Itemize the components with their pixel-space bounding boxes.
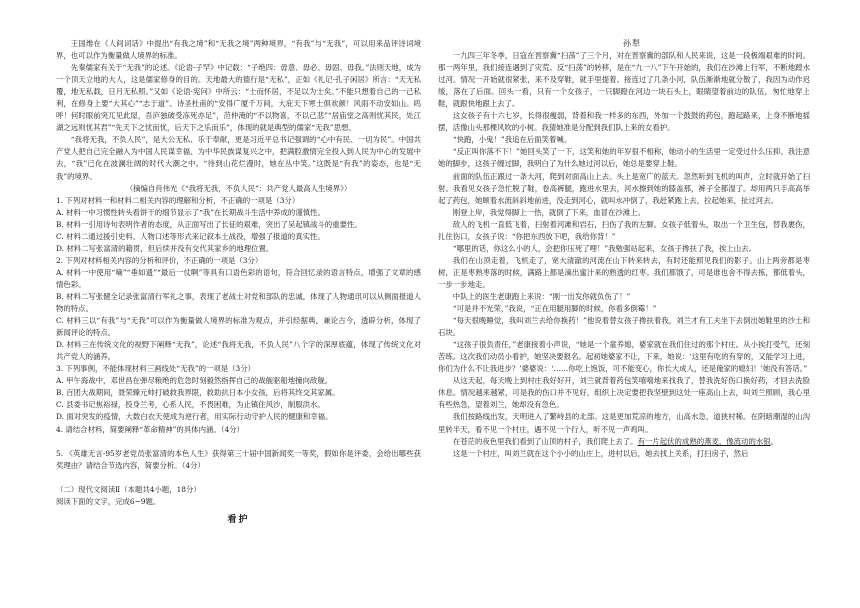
question-line: C. 材料二通过援引史料、人物口述等形式来记叙本土战役，增强了报道的真实性。 xyxy=(56,231,325,241)
paragraph: 刚登上岸，我觉得脚上一热，就倒了下来，血冒在沙滩上。 xyxy=(452,207,645,217)
question-line: B. 材料二写张健全记录张富清行军礼之事，表现了老战士对党和部队的忠诚，体现了人物通讯可以从侧面报道人物的特点。 xyxy=(56,291,421,314)
question-line: 3. 下列事例，不能体现材料三画线处“无我”的一项是（3分） xyxy=(56,364,256,374)
underlined-sentence: 有一片起伏的成熟的燕麦，像流动的水银 xyxy=(637,436,771,446)
answer-space xyxy=(56,436,421,448)
right-column xyxy=(438,38,810,460)
story-title: 看护 xyxy=(227,514,250,525)
question-line: D. 面对突发的疫情，大数白衣天使成为逆行者，用实际行动守护人民的健康和幸福。 xyxy=(56,412,333,422)
section-heading: （二）现代文阅读Ⅱ（本题共4小题，18分） xyxy=(56,484,201,494)
question-line: A. 甲午海战中，邓世昌在弹尽粮绝的危急时刻毅然指挥自己的战舰驱船地撞向敌舰。 xyxy=(56,376,333,386)
paragraph: “反正叫你落不下！”她回头笑了一下，这笑和她的年岁很不相称，她动小的生活里一定受过什么压抑。我注意她的脚步，这孩子缠过脚，我明白了为什么她过河以后，她总是要穿上鞋。 xyxy=(438,147,810,169)
left-column xyxy=(56,38,421,526)
paragraph: 这是一个村庄，叫刘兰就在这个小小的山庄上，进村以后，她去找上关系，打扫房子，然后 xyxy=(452,448,749,458)
paragraph: “可是并不光荣，”我说，“正在用腿用脚的时候，你看多倒霉！” xyxy=(452,304,657,314)
paragraph: “每天很晚睡觉，我叫刘兰去给你换药！”他说着替女孩子搀扶着我，刘兰才有工夫坐下去倒出她鞋里的沙土和石块。 xyxy=(438,316,810,338)
answer-space xyxy=(56,472,421,484)
paragraph: 中队上的医生老康跑上来说：“刚一出发你就负伤了！” xyxy=(452,291,631,301)
question-line: 1. 下列对材料一和材料二相关内容的理解和分析，不正确的一项是（3分） xyxy=(56,195,300,205)
question-line: B. 材料一引用诗句表明作者的态度，从正面写出了长征的艰难，突出了吴起镇战斗的重要性。 xyxy=(56,219,362,229)
paragraph: “我将无我，不负人民”，是大公无私、乐于奉献，更是习近平总书记强调的“心中有民、一切为民”。中国共产党人把自己完全融入为中国人民谋幸福、为中华民族谋复兴之中，把满腔激情完全投入到人民为中心的发展中去，“我”已化在波澜壮阔的时代大潮之中。“待到山花烂漫时，她在丛中笑。”这既是“有我”的姿态，也是“无我”的境界。 xyxy=(56,135,421,181)
question-line: C. 县委书记焦裕禄，投身兰考，心系人民，不畏困难，为止镇住风沙，制服洪水。 xyxy=(56,400,325,410)
paragraph: 我们在山顶走着，飞机走了，宽大清澈的河流在山下转来转去，有时还能照见我们的影子。山上两旁都是枣树，正是枣熟枣落的时候，满路上都是滴出蜜汁来的熟透的红枣。我们都饿了，可是谁也舍不得去拣，都低着头，一步一步地走。 xyxy=(438,255,810,289)
question-line: 4. 请结合材料，简要阐释“革命精神”的具体内涵。（4分） xyxy=(56,424,244,434)
paragraph-with-underline: 在苍茫的夜色里我们看到了山顶的村子，我们爬上去了。有一片起伏的成熟的燕麦，像流动的水银。 xyxy=(452,436,779,446)
question-line: 2. 下列对材料相关内容的分析和评价，不正确的一项是（3分） xyxy=(56,255,263,265)
paragraph: “这孩子很负责任，”老康接着小声说，“她是一个童养媳，婆家就在我们住过的那个村庄。从小挨打受气，还刻苦练。这次我们动员小看护，她坚决要报名。起初她婆家不让，下来，她说：‘这里有吃的有穿的，又能学习上进，你们为什么不让我进步？’婆婆说：‘……你吃上饱饭，可不能变心，你长大成人，还是俺家的媳妇！’她没有答话。” xyxy=(438,340,810,374)
question-line: D. 材料三在传统文化的视野下阐释“无我”，论述“我将无我，不负人民”八个字的深厚底蕴，体现了传统文化对共产党人的涵养。 xyxy=(56,340,421,362)
paragraph: 王国维在《人间词话》中提出“有我之境”和“无我之境”两种境界，“有我”与“无我”，可以用来品评诗词境界，也可以作为衡量做人境界的标准。 xyxy=(56,39,421,61)
paragraph: 敌人的飞机一直低飞着，扫射着河滩和岩石，扫伤了我的左脚。女孩子低着头，取出一个卫生包，替我裹伤，扎住伤口，女孩子说：“你把东西放下吧，我给你背！” xyxy=(438,219,810,241)
paragraph: 先秦儒家有关于“无我”的论述。《论语·子罕》中记载：“子绝四：毋意、毋必、毋固、毋我。”法则天地，成为一个顶天立地的大人，这是儒家修身的目的。天地最大的德行是“无私”，正如《礼记·孔子闲居》所言：“天无私覆，地无私载，日月无私照。”又如《论语·宪问》中所云：“士而怀居，不足以为士矣。”不能只想着自己的一己私利，在修身上要“大其心”“志于道”。诗圣杜甫的“安得广厦千万间，大庇天下寒士俱欢颜！风雨不动安如山。呜呼！何时眼前突兀见此屋，吾庐独破受冻死亦足”，范仲淹的“不以物喜，不以己悲”“居庙堂之高则忧其民，处江湖之远则忧其君”“先天下之忧而忧，后天下之乐而乐”，体现的就是典型的儒家“无我”思想。 xyxy=(56,63,421,133)
question-line: D. 材料二写张富清的籍贯，但后续并没有交代其家乡的地理位置。 xyxy=(56,243,274,253)
question-line: A. 材料一中使用“嘀”“垂如遗”“最后一仗啊”等具有口语色彩的语句，符合回忆录的语言特点，增强了文章的感情色彩。 xyxy=(56,267,421,289)
paragraph: 这女孩子有十六七岁，长得很瘦弱，背着和我一样多的东西，外加一个鼓鼓的药包，跑起路来，上身不断地摇摆，活像山头那棵风吹的小树。我猜她准是分配到我们队上来的女看护。 xyxy=(438,111,810,133)
question-line: B. 百团大战期间，聂荣臻元帅打破救我界限，救助抗日本小女孩，后将其终交其家属。 xyxy=(56,388,340,398)
paragraph: 一九四三年冬季，日寇在晋察冀“扫荡”了三个月，对在晋察冀的部队和人民来说，这是一段极端艰难的时间。那一两年里，我们接连遇到了灾荒。反“扫荡”的转移，是在“九一八”下午开始的，我们在沙滩上行军，不断地蹚水过河。情况一开始就很紧张，来不及穿鞋，就手里提着。接连过了几条小河，队伍渐渐地就分散了，我因为动作迟缓，落在了后面。回头一看，只有一个女孩子，一只脚蹬在河边一块石头上，眼睛望着前边的队伍，匆忙地穿上鞋，就跟快地跟上去了。 xyxy=(438,51,810,109)
paragraph-text: 在苍茫的夜色里我们看到了山顶的村子，我们爬上去了。 xyxy=(452,436,638,446)
paragraph: “哪里的话，你这么小的人，会把你压死了哩！”我勉强站起来，女孩子搀扶了我，挨上山去。 xyxy=(452,243,756,253)
question-line: 5. 《英雄无言-95岁老党员张富清的本色人生》获得第三十届中国新闻奖一等奖，假如你是评委，会给出哪些获奖理由？请结合节选内容，简要分析。（4分） xyxy=(56,448,421,470)
question-line: A. 材料一中习惯性转头看饼干的细节显示了“我”在长期战斗生活中养成的谨慎性。 xyxy=(56,207,325,217)
paragraph: 从这天起，每天晚上到村庄我好好开，刘兰就背着药包笑嘻嘻地来找我了，替我洗好伤口换好药，才回去洗脸休息。情况越来越紧，可是我的伤口并不见好，组织上决定要把我坚壁到这处一座高山上去，叫刘兰照顾，我心里有些热急，望着刘兰，她却没有急色。 xyxy=(438,376,810,410)
instruction-line: 阅读下面的文字，完成6~9题。 xyxy=(56,496,161,506)
paragraph: “快跑，小鬼！”我追在后面笑着喊。 xyxy=(452,135,572,145)
question-line: C. 材料三以“有我”与“无我”可以作为衡量做人境界的标准为观点，并引经据典，兼论古今，透辟分析，体现了新闻评论的特点。 xyxy=(56,316,421,338)
paragraph: 前面的队伍正跟过一条大河，爬到对面高山上去。头上是宽广的蓝天。忽然听到飞机的叫声，立时就开始了扫射。我看见女孩子急忙脱了鞋，卷高裤腿，跑进水里去，河水擦到她的膝盖那，裤子全都湿了。却用两只手高高举起了药包，她顾着水流斜斜地前进，没走到河心，就叫水冲倒了，我赶紧跑上去，拉起她来，扯过河去。 xyxy=(438,171,810,205)
source-citation: （摘编自肖伟光《“我将无我，不负人民”：共产党人最高人生境界》） xyxy=(125,183,352,193)
paragraph: 我们按路线出发，天明进入了繁峙县的北部。这是更加荒凉的地方，山高水急，道狭村稀。在阴暗潮湿的山沟里转半天，看不见一个村庄，遇不见一个行人，听不见一声鸡叫。 xyxy=(438,412,810,434)
author-name: 孙犁 xyxy=(623,39,641,48)
